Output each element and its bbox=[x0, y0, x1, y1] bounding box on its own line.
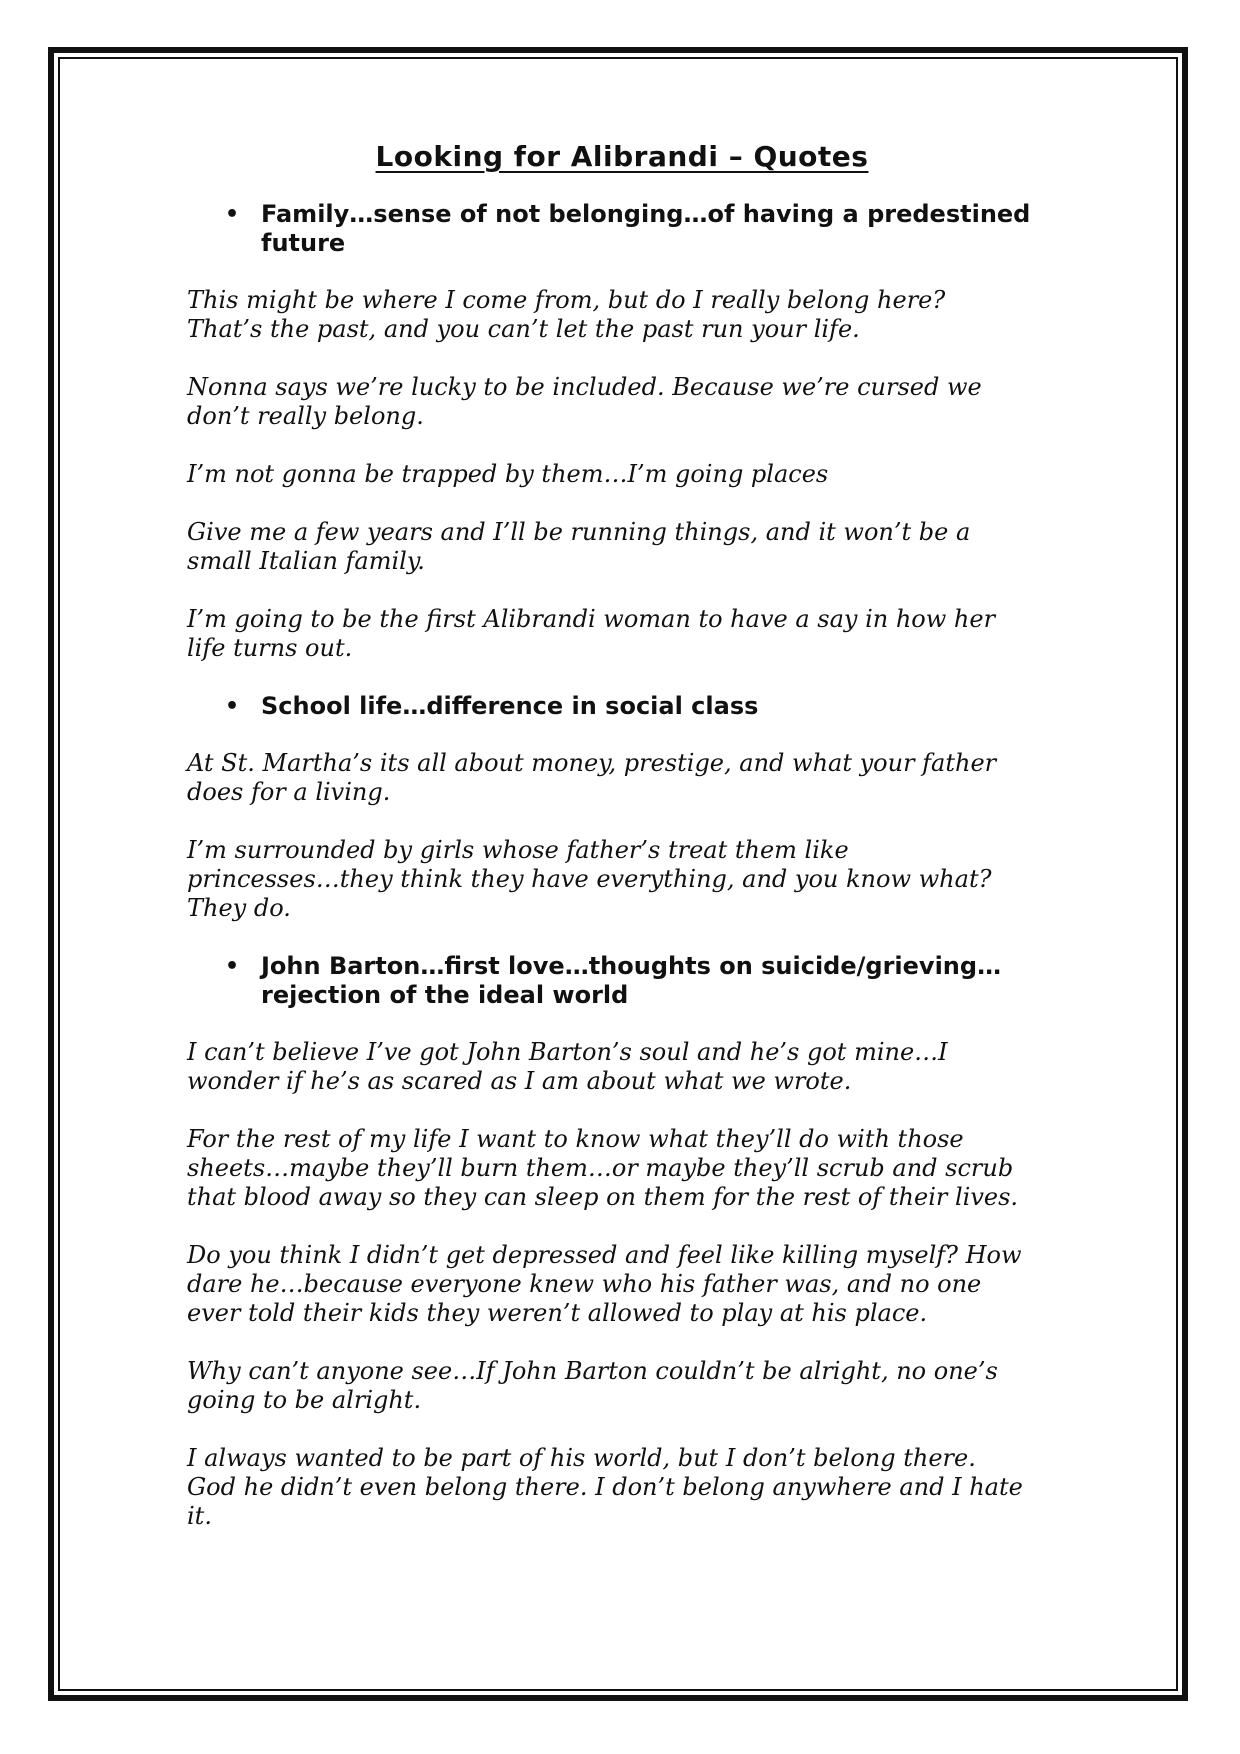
document-body bbox=[187, 140, 1057, 1560]
quote: I always wanted to be part of his world, but I don’t belong there. God he didn’t even belong there. I don’t belong anywhere and I hate it. bbox=[187, 1443, 1023, 1530]
bullet-icon: • bbox=[225, 201, 240, 227]
bullet-icon: • bbox=[225, 693, 240, 719]
quote: This might be where I come from, but do I really belong here? That’s the past, and you can’t let the past run your life. bbox=[187, 285, 946, 343]
quote: I’m going to be the first Alibrandi woman to have a say in how her life turns out. bbox=[187, 604, 996, 662]
quote: I’m not gonna be trapped by them…I’m going places bbox=[187, 459, 829, 488]
section-heading-john-barton bbox=[187, 952, 1057, 1010]
quote: I’m surrounded by girls whose father’s treat them like princesses…they think they have everything, and you know what? They do. bbox=[187, 835, 992, 922]
section-heading-school-life bbox=[187, 692, 1057, 721]
quote: Give me a few years and I’ll be running things, and it won’t be a small Italian family. bbox=[187, 517, 971, 575]
section-heading-text: John Barton…first love…thoughts on suicide/grieving…rejection of the ideal world bbox=[261, 951, 1002, 1009]
section-heading-family bbox=[187, 200, 1057, 258]
quote: Nonna says we’re lucky to be included. Because we’re cursed we don’t really belong. bbox=[187, 372, 982, 430]
section-heading-text: Family…sense of not belonging…of having a predestined future bbox=[261, 199, 1031, 257]
page-title: Looking for Alibrandi – Quotes bbox=[375, 140, 869, 173]
quote: At St. Martha’s its all about money, prestige, and what your father does for a living. bbox=[187, 748, 997, 806]
section-heading-text: School life…difference in social class bbox=[261, 691, 759, 720]
quote: Do you think I didn’t get depressed and feel like killing myself? How dare he…because everyone knew who his father was, and no one ever told their kids they weren’t allowed to play at his place. bbox=[187, 1240, 1022, 1327]
quote: For the rest of my life I want to know what they’ll do with those sheets…maybe they’ll burn them…or maybe they’ll scrub and scrub that blood away so they can sleep on them for the rest of their lives. bbox=[187, 1124, 1019, 1211]
quote: Why can’t anyone see…If John Barton couldn’t be alright, no one’s going to be alright. bbox=[187, 1356, 998, 1414]
quote: I can’t believe I’ve got John Barton’s soul and he’s got mine…I wonder if he’s as scared as I am about what we wrote. bbox=[187, 1037, 948, 1095]
bullet-icon: • bbox=[225, 953, 240, 979]
